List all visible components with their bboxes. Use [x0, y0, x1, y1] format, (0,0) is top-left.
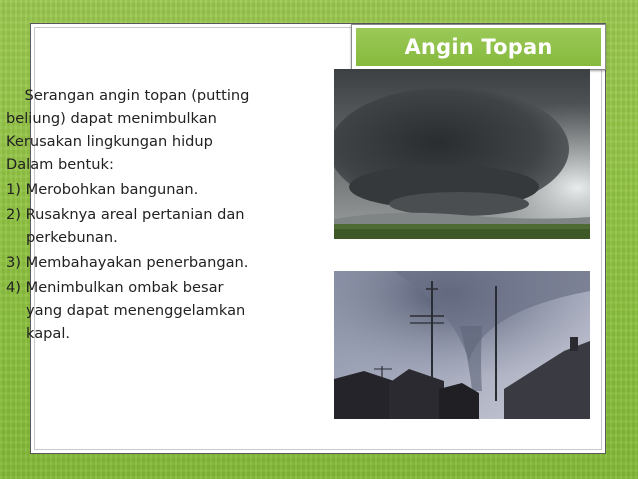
intro-line: Kerusakan lingkungan hidup — [6, 133, 213, 150]
list-item-4-cont2: kapal. — [26, 325, 71, 342]
list-item-3: 3) Membahayakan penerbangan. — [6, 254, 249, 271]
list-item-1: 1) Merobohkan bangunan. — [6, 181, 199, 198]
list-item-2: 2) Rusaknya areal pertanian dan — [6, 206, 245, 223]
funnel-cloud-houses-photo — [334, 271, 590, 419]
title-tab — [351, 24, 606, 70]
tornado-supercell-photo — [334, 69, 590, 239]
list-item-4-cont: yang dapat menenggelamkan — [26, 302, 246, 319]
list-item-2-cont: perkebunan. — [26, 229, 118, 246]
title-tab-fill — [356, 28, 601, 66]
intro-line: Serangan angin topan (putting — [6, 87, 250, 104]
body-text — [6, 84, 296, 345]
intro-line: beliung) dapat menimbulkan — [6, 110, 217, 127]
list-item-4: 4) Menimbulkan ombak besar — [6, 279, 224, 296]
intro-line: Dalam bentuk: — [6, 156, 114, 173]
slide-title: Angin Topan — [404, 35, 553, 59]
